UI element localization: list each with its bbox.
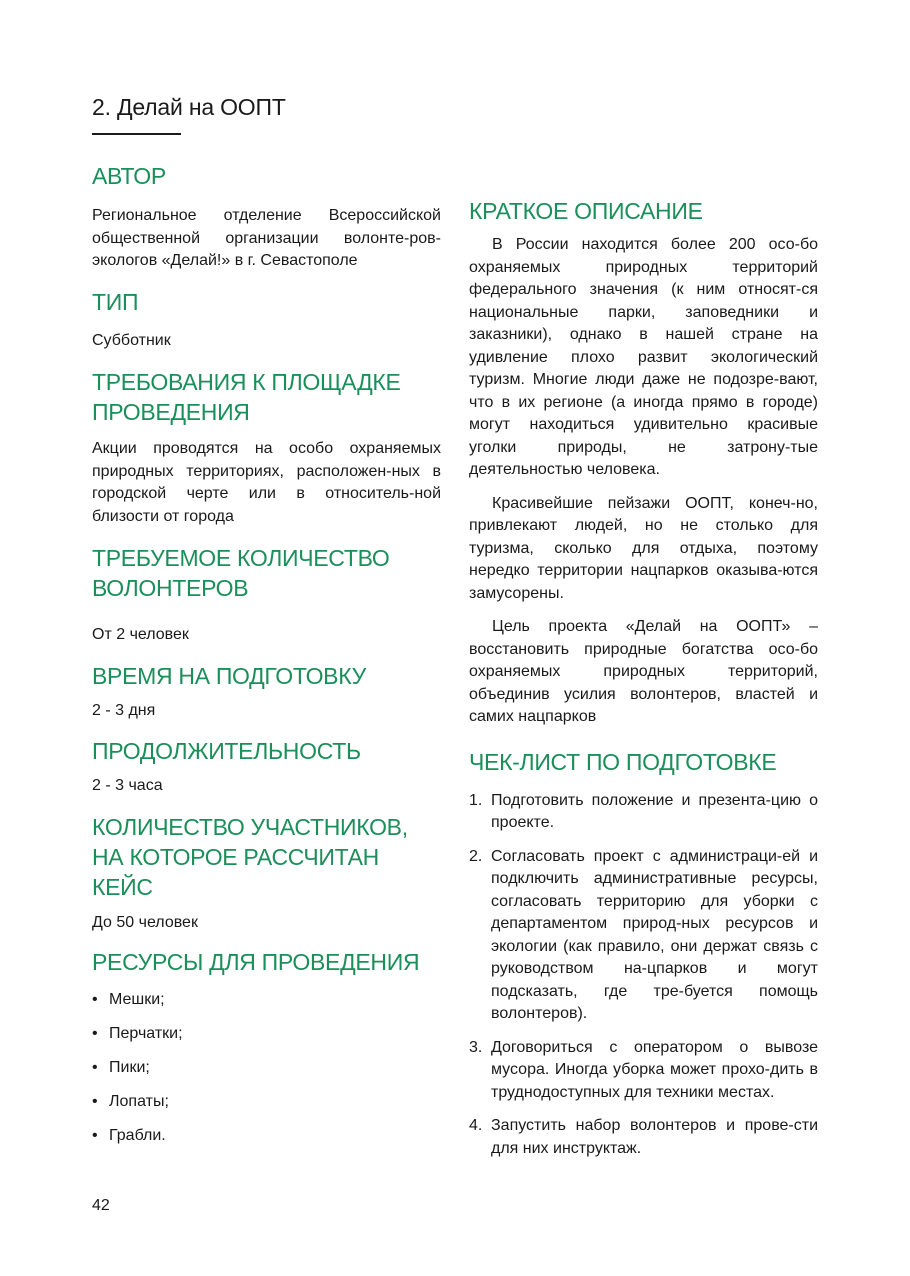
list-item: • Мешки; xyxy=(92,991,165,1008)
prep-time-text: 2 - 3 дня xyxy=(92,701,156,719)
volunteers-text: От 2 человек xyxy=(92,626,189,643)
participants-text: До 50 человек xyxy=(92,913,198,931)
duration-heading: ПРОДОЛЖИТЕЛЬНОСТЬ xyxy=(92,738,361,764)
left-column xyxy=(92,158,441,1159)
list-item: 3. Договориться с оператором о вывозе мусора. Иногда уборка может прохо-дить в труднодоступных для техники местах. xyxy=(469,1038,818,1101)
summary-paragraph: В России находится более 200 осо-бо охраняемых природных территорий федерального значения (к ним относят-ся национальные парки, заповедники и заказники), однако в нашей стране на удивление плохо развит экологический туризм. Многие люди даже не подозре-вают, что в их регионе (а иногда прямо в городе) могут находиться удивительно красивые уголки природы, не затрону-тые деятельностью человека. xyxy=(469,236,818,478)
volunteers-heading: ТРЕБУЕМОЕ КОЛИЧЕСТВО ВОЛОНТЕРОВ xyxy=(92,545,390,601)
title-underline xyxy=(92,133,181,135)
author-heading: АВТОР xyxy=(92,163,166,189)
list-item: 4. Запустить набор волонтеров и прове-сти для них инструктаж. xyxy=(469,1117,818,1157)
site-heading: ТРЕБОВАНИЯ К ПЛОЩАДКЕ ПРОВЕДЕНИЯ xyxy=(92,369,401,425)
summary-heading: КРАТКОЕ ОПИСАНИЕ xyxy=(469,198,703,224)
author-text: Региональное отделение Всероссийской общественной организации волонте-ров-экологов «Делай!» в г. Севастополе xyxy=(92,207,441,269)
duration-text: 2 - 3 часа xyxy=(92,777,163,794)
summary-paragraph: Цель проекта «Делай на ООПТ» – восстановить природные богатства осо-бо охраняемых природных территорий, объединив усилия волонтеров, властей и самих нацпарков xyxy=(469,618,818,725)
participants-heading: КОЛИЧЕСТВО УЧАСТНИКОВ, НА КОТОРОЕ РАССЧИТАН КЕЙС xyxy=(92,813,408,900)
prep-time-heading: ВРЕМЯ НА ПОДГОТОВКУ xyxy=(92,662,366,689)
resources-list xyxy=(92,989,441,1147)
list-item: • Грабли. xyxy=(92,1127,166,1144)
checklist xyxy=(469,790,818,1161)
type-heading: ТИП xyxy=(92,288,139,315)
list-item: • Пики; xyxy=(92,1059,150,1076)
type-text: Субботник xyxy=(92,331,171,349)
checklist-heading: ЧЕК-ЛИСТ ПО ПОДГОТОВКЕ xyxy=(469,748,777,775)
list-item: • Лопаты; xyxy=(92,1093,169,1110)
page-number: 42 xyxy=(92,1197,110,1214)
list-item: • Перчатки; xyxy=(92,1025,183,1042)
list-item: 1. Подготовить положение и презента-цию о проекте. xyxy=(469,791,818,831)
site-text: Акции проводятся на особо охраняемых природных территориях, расположен-ных в городской черте или в относитель-ной близости от города xyxy=(92,440,441,525)
right-column xyxy=(469,195,818,1171)
resources-heading: РЕСУРСЫ ДЛЯ ПРОВЕДЕНИЯ xyxy=(92,949,420,975)
summary-paragraph: Красивейшие пейзажи ООПТ, конеч-но, привлекают людей, но не столько для туризма, сколько для отдыха, поэтому нередко территории нацпарков оказыва-ются замусорены. xyxy=(469,494,818,602)
chapter-title: 2. Делай на ООПТ xyxy=(92,94,286,120)
list-item: 2. Согласовать проект с администраци-ей и подключить административные ресурсы, согласовать территорию для уборки с департаментом природ-ных ресурсов и экологии (как правило, они держат связь с руководством на-цпарков и могут подсказать, где тре-буется помощь волонтеров). xyxy=(469,847,818,1022)
